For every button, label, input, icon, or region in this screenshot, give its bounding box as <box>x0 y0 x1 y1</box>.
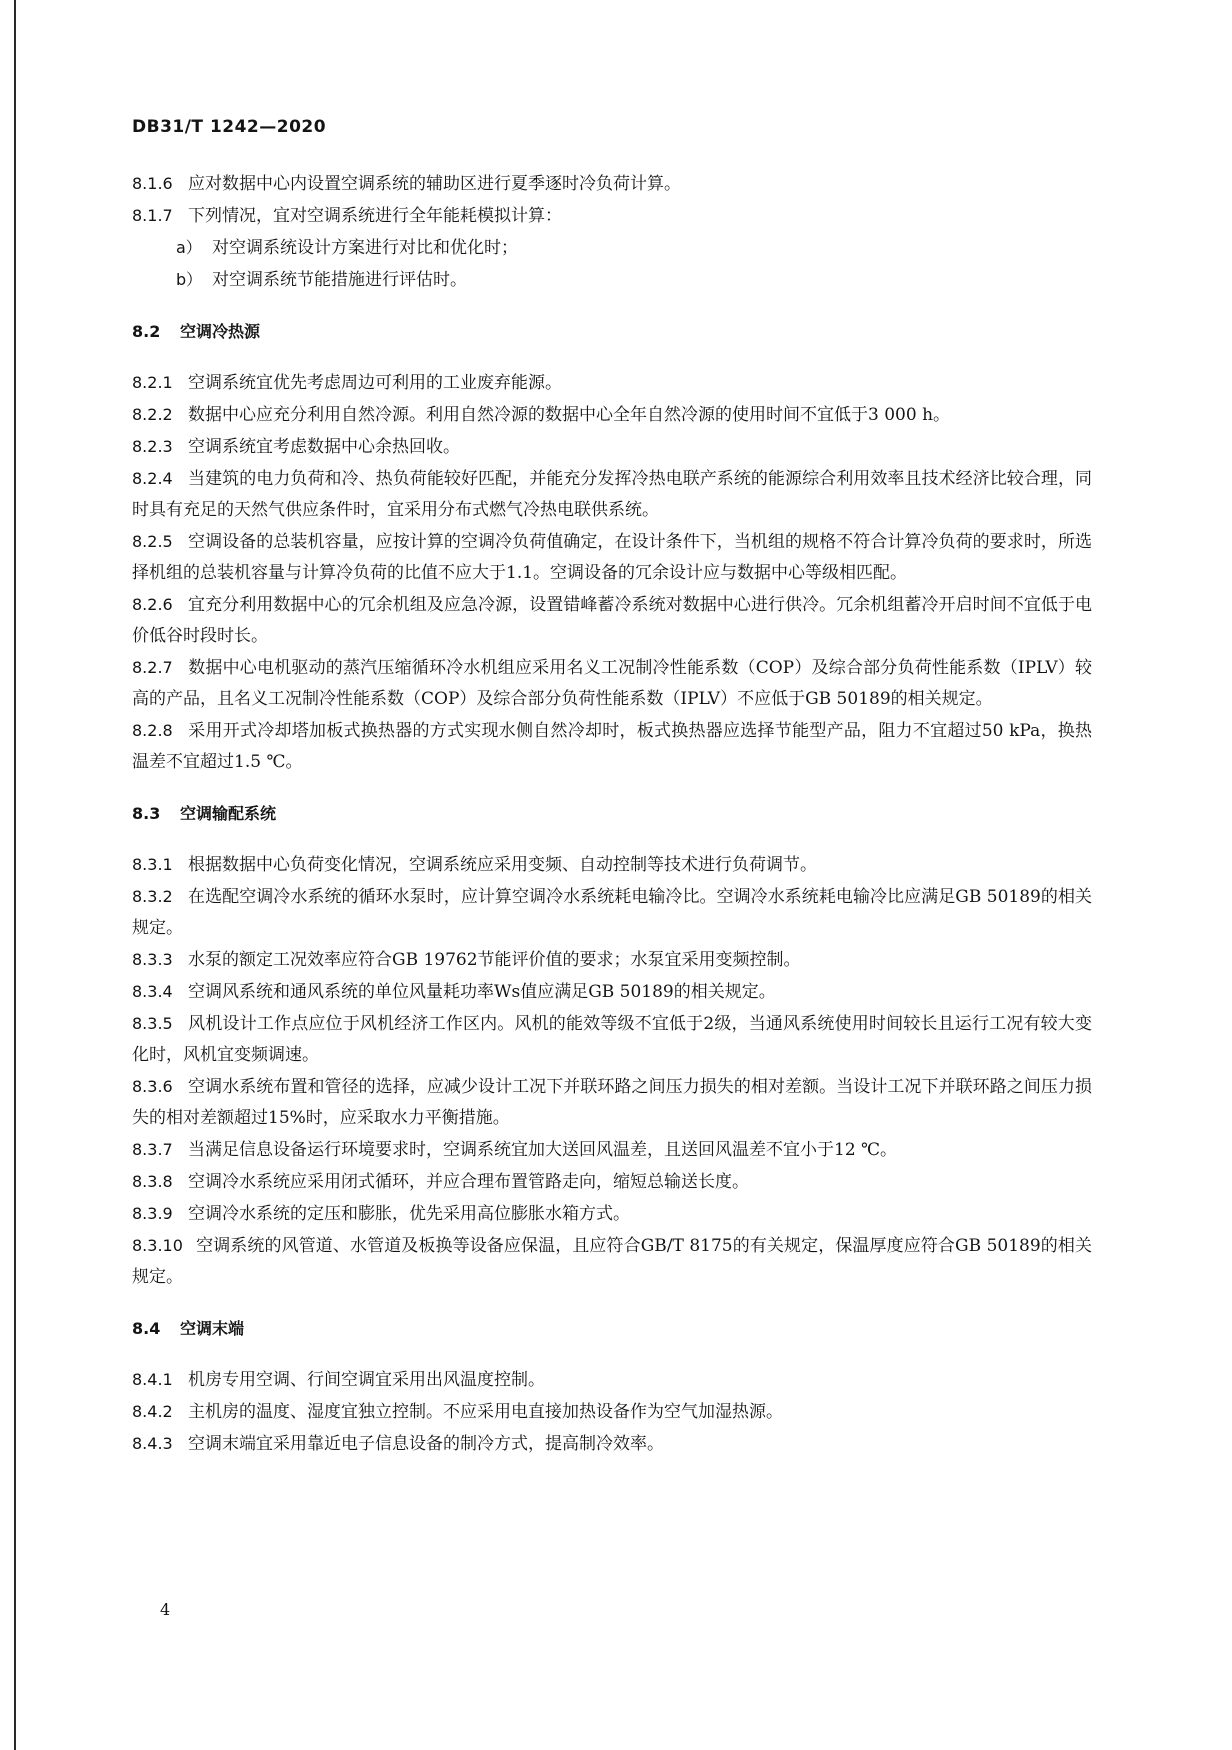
section-title: 空调冷热源 <box>180 322 261 341</box>
clause-text: 在选配空调冷水系统的循环水泵时，应计算空调冷水系统耗电输冷比。空调冷水系统耗电输冷比应满足GB 50189的相关规定。 <box>132 887 1092 938</box>
clause-text: 空调冷水系统应采用闭式循环，并应合理布置管路走向，缩短总输送长度。 <box>188 1172 749 1192</box>
clause-text: 水泵的额定工况效率应符合GB 19762节能评价值的要求；水泵宜采用变频控制。 <box>188 950 801 970</box>
clause-number: 8.4.2 <box>132 1402 173 1421</box>
list-item-b <box>176 264 1092 296</box>
clause-number: 8.3.3 <box>132 950 173 969</box>
paragraph-8-3-4 <box>132 976 1092 1008</box>
paragraph-8-2-7 <box>132 652 1092 715</box>
list-item-a <box>176 232 1092 264</box>
paragraph-8-2-2 <box>132 399 1092 431</box>
clause-number: 8.3.10 <box>132 1236 183 1255</box>
paragraph-8-4-3 <box>132 1428 1092 1460</box>
clause-text: 当满足信息设备运行环境要求时，空调系统宜加大送回风温差，且送回风温差不宜小于12 ℃。 <box>188 1140 898 1160</box>
clause-text: 应对数据中心内设置空调系统的辅助区进行夏季逐时冷负荷计算。 <box>188 174 681 194</box>
clause-number: 8.2.5 <box>132 532 173 551</box>
paragraph-8-3-9 <box>132 1198 1092 1230</box>
clause-text: 数据中心应充分利用自然冷源。利用自然冷源的数据中心全年自然冷源的使用时间不宜低于3 000 h。 <box>188 405 951 425</box>
page-number: 4 <box>160 1600 171 1619</box>
paragraph-8-3-3 <box>132 944 1092 976</box>
clause-text: 空调冷水系统的定压和膨胀，优先采用高位膨胀水箱方式。 <box>188 1204 630 1224</box>
clause-text: 空调水系统布置和管径的选择，应减少设计工况下并联环路之间压力损失的相对差额。当设计工况下并联环路之间压力损失的相对差额超过15%时，应采取水力平衡措施。 <box>132 1077 1092 1128</box>
clause-number: 8.3.5 <box>132 1014 173 1033</box>
paragraph-8-2-1 <box>132 367 1092 399</box>
clause-text: 根据数据中心负荷变化情况，空调系统应采用变频、自动控制等技术进行负荷调节。 <box>188 855 817 875</box>
paragraph-8-2-6 <box>132 589 1092 652</box>
clause-text: 空调系统宜优先考虑周边可利用的工业废弃能源。 <box>188 373 562 393</box>
paragraph-8-4-1 <box>132 1364 1092 1396</box>
section-number: 8.2 <box>132 322 161 341</box>
clause-number: 8.3.1 <box>132 855 173 874</box>
paragraph-8-4-2 <box>132 1396 1092 1428</box>
clause-number: 8.3.2 <box>132 887 173 906</box>
clause-text: 采用开式冷却塔加板式换热器的方式实现水侧自然冷却时，板式换热器应选择节能型产品，阻力不宜超过50 kPa，换热温差不宜超过1.5 ℃。 <box>132 721 1092 772</box>
clause-text: 宜充分利用数据中心的冗余机组及应急冷源，设置错峰蓄冷系统对数据中心进行供冷。冗余机组蓄冷开启时间不宜低于电价低谷时段时长。 <box>132 595 1092 646</box>
section-heading-8-4 <box>132 1313 1092 1344</box>
paragraph-8-3-7 <box>132 1134 1092 1166</box>
paragraph-8-2-5 <box>132 526 1092 589</box>
section-heading-8-3 <box>132 798 1092 829</box>
paragraph-8-2-3 <box>132 431 1092 463</box>
clause-text: 风机设计工作点应位于风机经济工作区内。风机的能效等级不宜低于2级，当通风系统使用时间较长且运行工况有较大变化时，风机宜变频调速。 <box>132 1014 1092 1065</box>
clause-text: 空调系统的风管道、水管道及板换等设备应保温，且应符合GB/T 8175的有关规定，保温厚度应符合GB 50189的相关规定。 <box>132 1236 1092 1287</box>
clause-number: 8.1.7 <box>132 206 173 225</box>
clause-text: 主机房的温度、湿度宜独立控制。不应采用电直接加热设备作为空气加湿热源。 <box>188 1402 783 1422</box>
paragraph-8-3-2 <box>132 881 1092 944</box>
clause-number: 8.2.7 <box>132 658 173 677</box>
clause-text: 空调末端宜采用靠近电子信息设备的制冷方式，提高制冷效率。 <box>188 1434 664 1454</box>
paragraph-8-3-10 <box>132 1230 1092 1293</box>
clause-text: 数据中心电机驱动的蒸汽压缩循环冷水机组应采用名义工况制冷性能系数（COP）及综合部分负荷性能系数（IPLV）较高的产品，且名义工况制冷性能系数（COP）及综合部分负荷性能系数（IPLV）不应低于GB 50189的相关规定。 <box>132 658 1092 709</box>
list-label: a） <box>176 238 202 257</box>
clause-number: 8.3.6 <box>132 1077 173 1096</box>
paragraph-8-2-8 <box>132 715 1092 778</box>
paragraph-8-1-6 <box>132 168 1092 200</box>
section-title: 空调输配系统 <box>180 804 277 823</box>
clause-number: 8.2.3 <box>132 437 173 456</box>
clause-text: 空调设备的总装机容量，应按计算的空调冷负荷值确定，在设计条件下，当机组的规格不符合计算冷负荷的要求时，所选择机组的总装机容量与计算冷负荷的比值不应大于1.1。空调设备的冗余设计应与数据中心等级相匹配。 <box>132 532 1092 583</box>
paragraph-8-3-6 <box>132 1071 1092 1134</box>
list-text: 对空调系统节能措施进行评估时。 <box>212 270 467 290</box>
paragraph-8-2-4 <box>132 463 1092 526</box>
clause-text: 空调系统宜考虑数据中心余热回收。 <box>188 437 460 457</box>
clause-number: 8.3.4 <box>132 982 173 1001</box>
clause-number: 8.3.7 <box>132 1140 173 1159</box>
section-heading-8-2 <box>132 316 1092 347</box>
clause-number: 8.2.2 <box>132 405 173 424</box>
paragraph-8-3-8 <box>132 1166 1092 1198</box>
list-label: b） <box>176 270 203 289</box>
list-text: 对空调系统设计方案进行对比和优化时； <box>212 238 518 258</box>
clause-number: 8.4.3 <box>132 1434 173 1453</box>
clause-number: 8.3.8 <box>132 1172 173 1191</box>
clause-number: 8.2.1 <box>132 373 173 392</box>
clause-text: 空调风系统和通风系统的单位风量耗功率Ws值应满足GB 50189的相关规定。 <box>188 982 776 1002</box>
clause-number: 8.3.9 <box>132 1204 173 1223</box>
clause-number: 8.1.6 <box>132 174 173 193</box>
section-title: 空调末端 <box>180 1319 245 1338</box>
document-body <box>132 168 1092 1460</box>
clause-number: 8.2.4 <box>132 469 173 488</box>
paragraph-8-1-7 <box>132 200 1092 232</box>
clause-text: 机房专用空调、行间空调宜采用出风温度控制。 <box>188 1370 545 1390</box>
page-binding-edge <box>14 0 16 1750</box>
clause-number: 8.2.8 <box>132 721 173 740</box>
clause-text: 当建筑的电力负荷和冷、热负荷能较好匹配，并能充分发挥冷热电联产系统的能源综合利用效率且技术经济比较合理，同时具有充足的天然气供应条件时，宜采用分布式燃气冷热电联供系统。 <box>132 469 1092 520</box>
section-number: 8.3 <box>132 804 161 823</box>
clause-number: 8.2.6 <box>132 595 173 614</box>
paragraph-8-3-5 <box>132 1008 1092 1071</box>
section-number: 8.4 <box>132 1319 161 1338</box>
paragraph-8-3-1 <box>132 849 1092 881</box>
clause-number: 8.4.1 <box>132 1370 173 1389</box>
document-header: DB31/T 1242—2020 <box>132 117 327 137</box>
clause-text: 下列情况，宜对空调系统进行全年能耗模拟计算： <box>188 206 562 226</box>
